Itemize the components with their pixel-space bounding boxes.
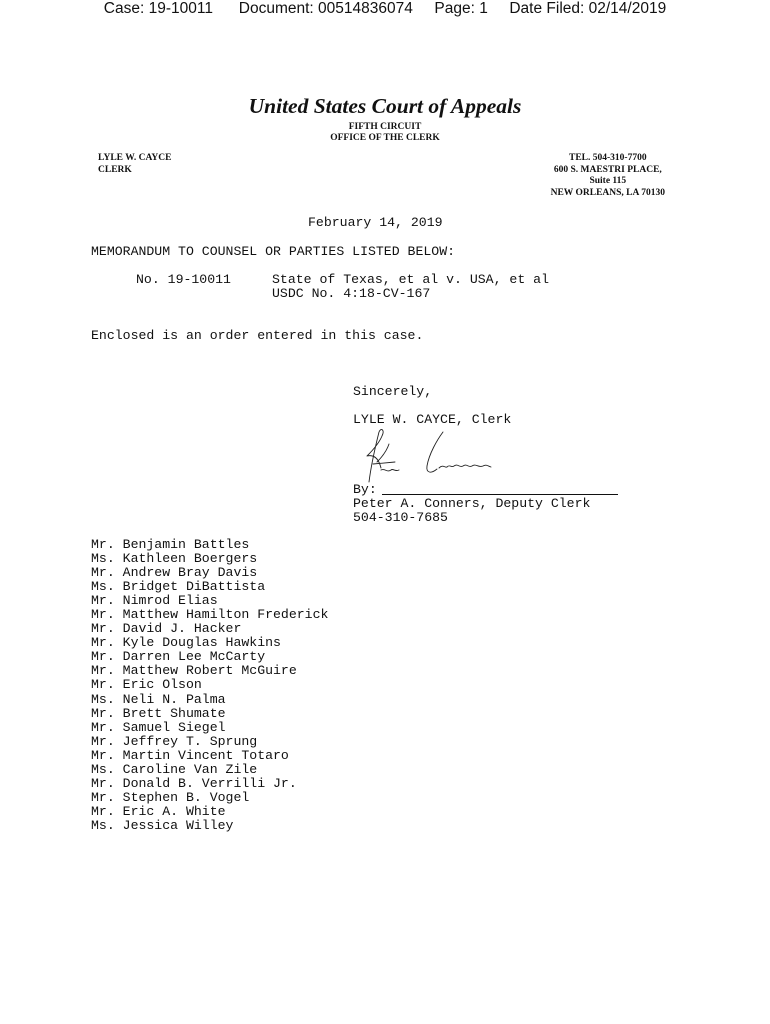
deputy-clerk-line: Peter A. Conners, Deputy Clerk xyxy=(353,496,591,511)
address-line-2: Suite 115 xyxy=(589,176,627,186)
list-item: Ms. Neli N. Palma xyxy=(91,691,226,707)
list-item: Mr. Nimrod Elias xyxy=(91,593,218,609)
circuit-label: FIFTH CIRCUIT xyxy=(348,122,422,132)
case-title: State of Texas, et al v. USA, et al xyxy=(272,272,549,287)
clerk-name: LYLE W. CAYCE xyxy=(98,153,172,163)
address-line-3: NEW ORLEANS, LA 70130 xyxy=(550,187,665,198)
contact-block xyxy=(551,153,665,199)
list-item: Mr. Kyle Douglas Hawkins xyxy=(91,635,281,651)
list-item: Ms. Jessica Willey xyxy=(91,817,234,833)
office-label: OFFICE OF THE CLERK xyxy=(330,133,440,143)
list-item: Ms. Kathleen Boergers xyxy=(91,551,258,567)
list-item: Mr. Eric Olson xyxy=(91,677,202,693)
list-item: Ms. Caroline Van Zile xyxy=(91,761,258,777)
memo-heading: MEMORANDUM TO COUNSEL OR PARTIES LISTED BELOW: xyxy=(91,244,456,259)
case-header-stamp: Case: 19-10011 Document: 00514836074 Page: 1 Date Filed: 02/14/2019 xyxy=(103,0,667,17)
memo-body: Enclosed is an order entered in this case. xyxy=(91,328,424,343)
list-item: Mr. Martin Vincent Totaro xyxy=(91,747,289,763)
deputy-clerk-phone: 504-310-7685 xyxy=(353,510,448,525)
usdc-number: USDC No. 4:18-CV-167 xyxy=(272,286,431,301)
list-item: Ms. Bridget DiBattista xyxy=(91,579,266,595)
list-item: Mr. Andrew Bray Davis xyxy=(91,565,258,581)
list-item: Mr. Matthew Hamilton Frederick xyxy=(91,607,329,623)
by-label: By: xyxy=(353,482,377,497)
clerk-title: CLERK xyxy=(98,164,132,175)
list-item: Mr. Benjamin Battles xyxy=(91,537,250,552)
court-phone: TEL. 504-310-7700 xyxy=(569,153,647,163)
salutation: Sincerely, xyxy=(353,384,433,399)
handwritten-signature xyxy=(355,426,505,484)
list-item: Mr. Samuel Siegel xyxy=(91,719,226,735)
list-item: Mr. Darren Lee McCarty xyxy=(91,649,266,665)
court-title: United States Court of Appeals xyxy=(248,94,522,118)
list-item: Mr. Stephen B. Vogel xyxy=(91,789,250,805)
case-number: No. 19-10011 xyxy=(136,272,231,287)
clerk-signature-line: LYLE W. CAYCE, Clerk xyxy=(353,412,512,427)
list-item: Mr. Jeffrey T. Sprung xyxy=(91,733,258,749)
signature-line xyxy=(382,494,618,495)
recipient-list xyxy=(91,538,328,833)
list-item: Mr. Matthew Robert McGuire xyxy=(91,663,297,679)
list-item: Mr. David J. Hacker xyxy=(91,621,242,637)
address-line-1: 600 S. MAESTRI PLACE, xyxy=(553,164,662,175)
list-item: Mr. Donald B. Verrilli Jr. xyxy=(91,775,297,791)
clerk-block xyxy=(98,153,172,176)
list-item: Mr. Eric A. White xyxy=(91,803,226,819)
list-item: Mr. Brett Shumate xyxy=(91,705,226,721)
memo-date: February 14, 2019 xyxy=(308,215,443,230)
